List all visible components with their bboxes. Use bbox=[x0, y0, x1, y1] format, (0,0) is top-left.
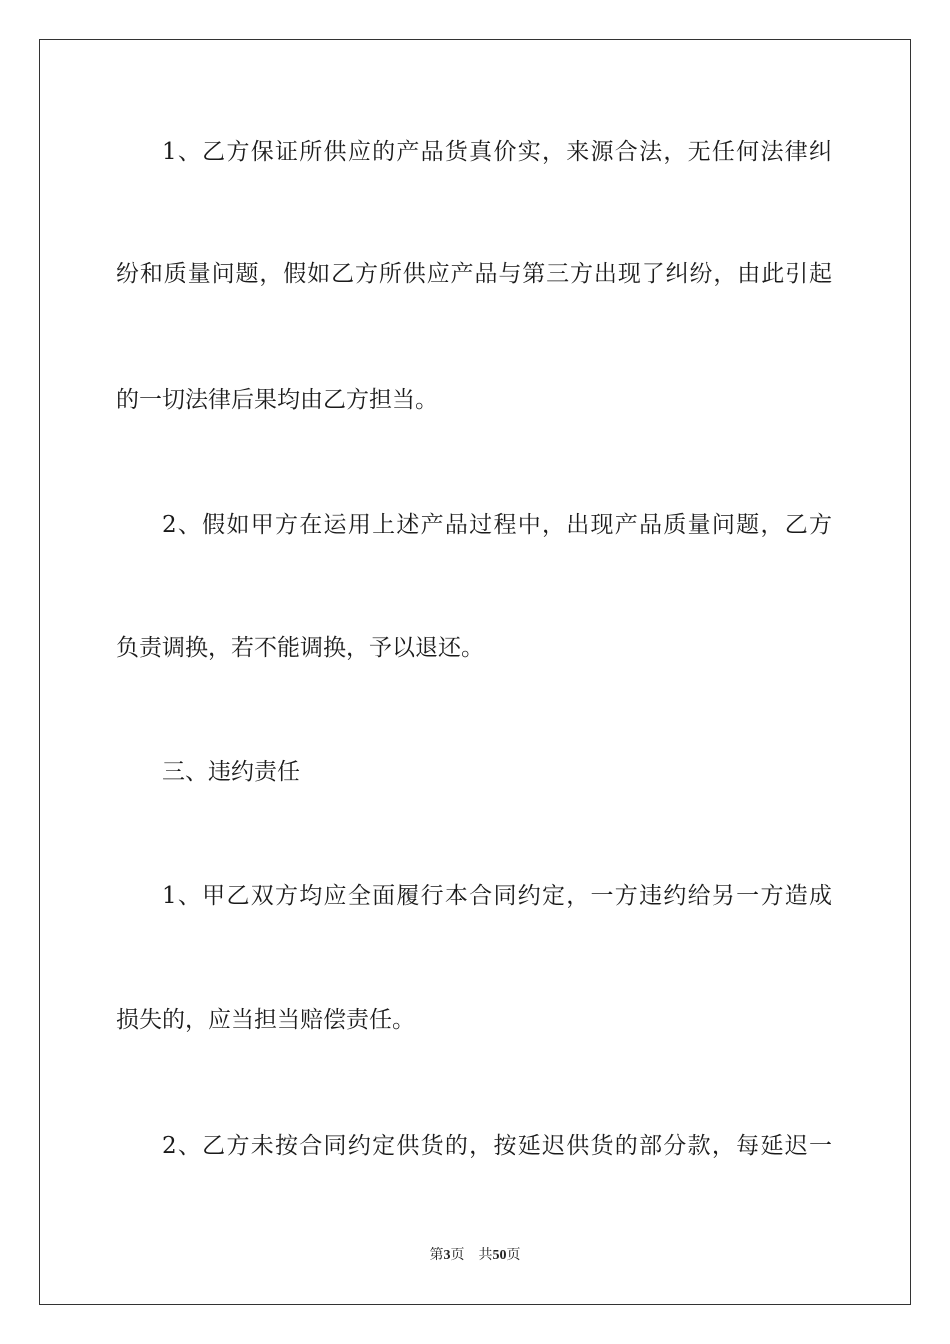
paragraph-line: 1、甲乙双方均应全面履行本合同约定，一方违约给另一方造成 bbox=[162, 883, 832, 909]
paragraph-line: 损失的，应当担当赔偿责任。 bbox=[116, 1007, 415, 1033]
paragraph-line: 纷和质量问题，假如乙方所供应产品与第三方出现了纠纷，由此引起 bbox=[116, 261, 832, 287]
paragraph-line: 2、假如甲方在运用上述产品过程中，出现产品质量问题，乙方 bbox=[162, 512, 832, 538]
page-prefix: 第 bbox=[429, 1248, 444, 1263]
page-border bbox=[39, 39, 911, 1305]
total-pages-number: 50 bbox=[492, 1248, 507, 1263]
paragraph-line: 1、乙方保证所供应的产品货真价实，来源合法，无任何法律纠 bbox=[162, 139, 832, 165]
page-footer bbox=[0, 1246, 950, 1266]
total-prefix: 共 bbox=[478, 1248, 493, 1263]
total-suffix: 页 bbox=[506, 1248, 521, 1263]
section-heading: 三、违约责任 bbox=[162, 759, 300, 785]
paragraph-line: 2、乙方未按合同约定供货的，按延迟供货的部分款，每延迟一 bbox=[162, 1133, 832, 1159]
paragraph-line: 的一切法律后果均由乙方担当。 bbox=[116, 387, 438, 413]
paragraph-line: 负责调换，若不能调换，予以退还。 bbox=[116, 635, 484, 661]
page-suffix: 页 bbox=[450, 1248, 465, 1263]
current-page-number: 3 bbox=[443, 1248, 451, 1263]
